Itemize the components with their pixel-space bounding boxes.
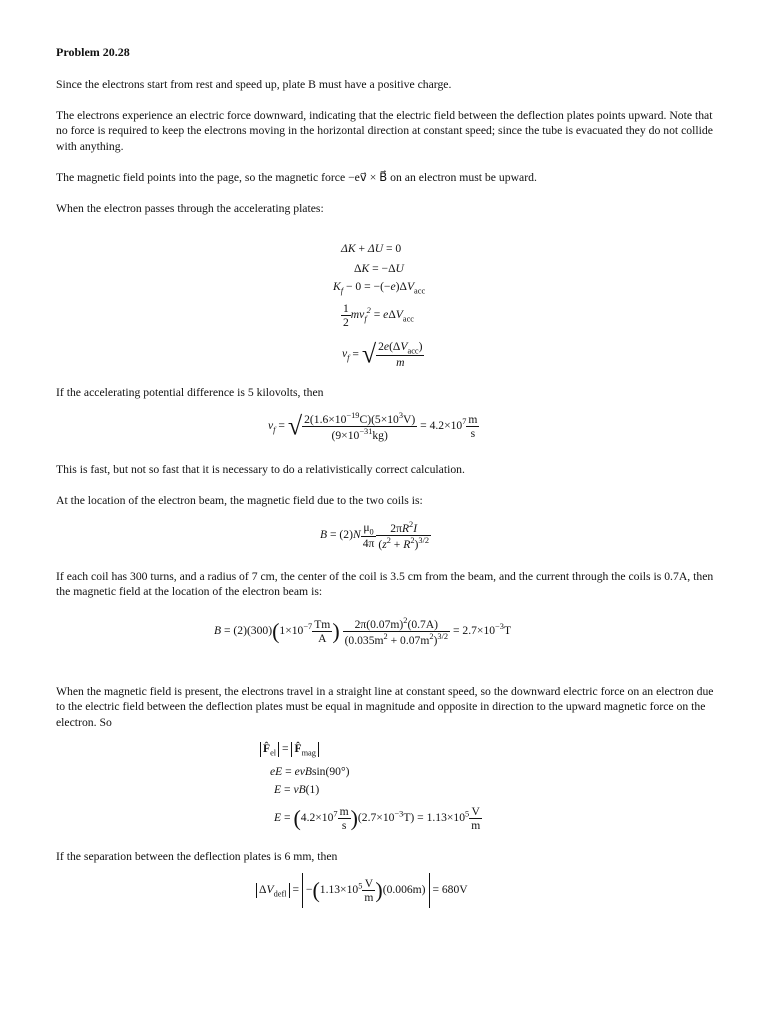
paragraph-coil-params: If each coil has 300 turns, and a radius of 7 cm, the center of the coil is 3.5 cm from the beam, and the current through the coils is 0.7A, then the magnetic field at the location of the electron beam is: <box>56 570 714 599</box>
equation-E-numeric: $E = (4.2\times 10^7$ $\frac{m}{s}$ )$(2.7\times 10^{-3}T) = 1.13\times 10^5$ $\frac{V}{m}$ <box>274 805 481 832</box>
equation-delta-v-defl: $\Delta V_{defl} = -(1.13\times 10^5$ $\frac{V}{m}$ )(0.006m) = 680V <box>256 873 468 908</box>
paragraph-coils-field: At the location of the electron beam, the magnetic field due to the two coils is: <box>56 494 423 507</box>
equation-eE: eE = evBsin(90°) <box>270 765 350 778</box>
equation-coil-field: B = (2)N $\frac{\mu_0}{4\pi}$ $\frac{2\pi R^2I}{(z^2 + R^2)^{3/2}}$ <box>320 520 430 551</box>
paragraph-relativistic: This is fast, but not so fast that it is necessary to do a relativistically correct calculation. <box>56 463 465 476</box>
problem-title: Problem 20.28 <box>56 45 130 59</box>
paragraph-magnetic-field <box>56 170 720 185</box>
equation-energy-conservation: ΔK + ΔU = 0 <box>341 242 402 255</box>
paragraph-plate-separation: If the separation between the deflection plates is 6 mm, then <box>56 850 338 863</box>
equation-half-mv2: $\frac{1}{2}$ $mv_f^2 = e\Delta V_{acc}$ <box>343 302 415 329</box>
equation-vf-numeric: $v_f$ = √ $\frac{2(1.6\times 10^{-19}C)(5\times 10^3V)}{(9\times 10^{-31}kg)}$ = $4.2\times 10^7$ $\frac{m}{s}$ <box>268 411 478 442</box>
equation-force-balance: $F̂_{el}$ = $F̂_{mag}$ <box>260 742 319 757</box>
paragraph-5kv: If the accelerating potential difference is 5 kilovolts, then <box>56 386 324 399</box>
equation-kinetic-final: $K_f - 0 = -(-e)\Delta V_{acc}$ <box>333 280 426 296</box>
paragraph-magnetic-field-text: The magnetic field points into the page, so the magnetic force −ev⃗ × B⃗ on an electron must be upward. <box>56 171 537 184</box>
equation-vf-formula: $v_f$ = √ $\frac{2e(\Delta V_{acc})}{m}$ <box>342 339 423 370</box>
paragraph-plate-charge: Since the electrons start from rest and speed up, plate B must have a positive charge. <box>56 78 452 91</box>
equation-delta-k: ΔK = −ΔU <box>354 262 404 275</box>
equation-E-vB: E = vB(1) <box>274 783 320 796</box>
equation-coil-numeric: $B = (2)(300)(1\times 10^{-7}$ $\frac{Tm}{A}$ ) $\frac{2\pi(0.07m)^2(0.7A)}{(0.035m^2 + 0.07m^2)^{3/2}}$ = $2.7\times 10^{-3}T$ <box>214 616 512 647</box>
paragraph-electric-force: The electrons experience an electric force downward, indicating that the electric field between the deflection plates points upward. Note that no force is required to keep the electrons moving in the horizontal direction at constant speed; since the tube is evacuated they do not collide with anything. <box>56 109 713 153</box>
paragraph-accelerating-plates: When the electron passes through the accelerating plates: <box>56 202 324 215</box>
paragraph-balance: When the magnetic field is present, the electrons travel in a straight line at constant speed, so the downward electric force on an electron due to the electric field between the deflection plates must be equal in magnitude and opposite in direction to the upward magnetic force on the electron. So <box>56 685 714 729</box>
